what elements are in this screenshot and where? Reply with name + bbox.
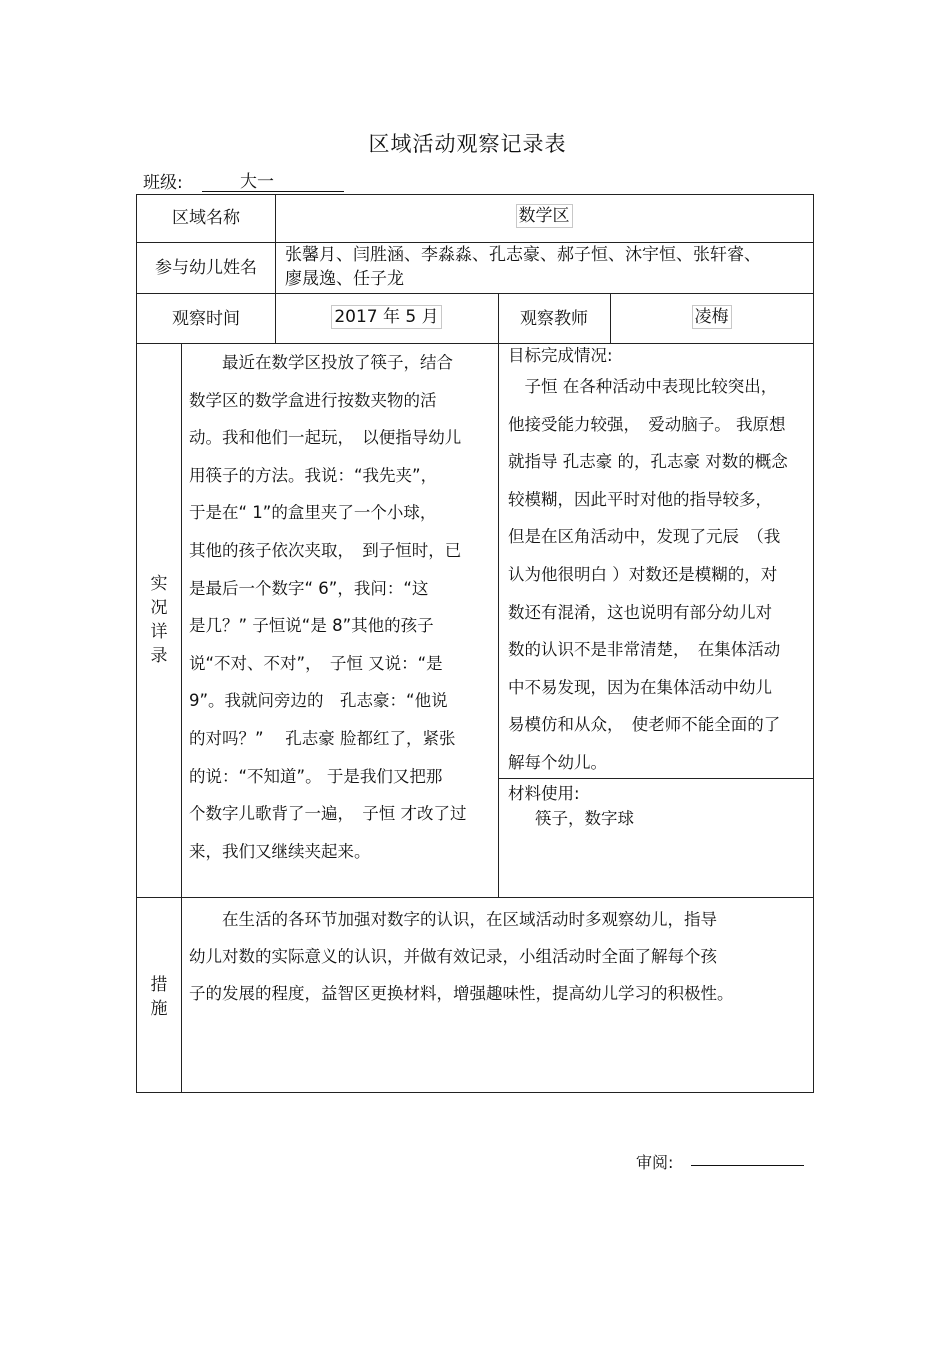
record-label-char: 况	[150, 598, 168, 618]
area-name-cell	[275, 205, 813, 227]
record-label-char: 实	[150, 574, 168, 594]
record-line: 是最后一个数字“ 6”，我问：“这	[189, 578, 429, 598]
goal-heading: 目标完成情况:	[508, 346, 613, 365]
area-name-value: 数学区	[516, 204, 573, 228]
record-narrative	[189, 344, 495, 870]
measures-line: 子的发展的程度，益智区更换材料，增强趣味性，提高幼儿学习的积极性。	[189, 984, 734, 1003]
record-line: 其他的孩子依次夹取， 到子恒时，已	[189, 540, 462, 560]
area-name-label: 区域名称	[172, 208, 240, 228]
measures-label-char: 施	[150, 999, 168, 1019]
page-title: 区域活动观察记录表	[368, 132, 567, 156]
row-divider	[137, 897, 813, 898]
observation-teacher-label: 观察教师	[520, 309, 588, 329]
observation-table	[136, 194, 814, 1093]
material-value: 筷子，数字球	[535, 809, 634, 828]
column-divider	[498, 343, 499, 897]
record-line: 的对吗？” 孔志豪 脸都红了，紧张	[189, 728, 456, 748]
record-line: 于是在“ 1”的盒里夹了一个小球，	[189, 503, 437, 523]
goal-line: 子恒 在各种活动中表现比较突出，	[508, 377, 778, 396]
measures-text	[189, 901, 809, 1012]
material-heading: 材料使用:	[508, 784, 580, 803]
observation-time-value: 2017 年 5 月	[331, 305, 441, 329]
children-names-label: 参与幼儿姓名	[155, 258, 257, 278]
review-signature-line[interactable]	[691, 1165, 804, 1166]
record-label	[149, 572, 169, 668]
row-divider	[137, 293, 813, 294]
goal-line: 认为他很明白 ）对数还是模糊的，对	[508, 564, 778, 584]
record-line: 9”。我就问旁边的 孔志豪：“他说	[189, 691, 448, 711]
goal-line: 中不易发现，因为在集体活动中幼儿	[508, 677, 772, 697]
class-value: 大一	[202, 167, 344, 192]
observation-teacher-value: 凌梅	[692, 305, 732, 329]
children-names-line-1: 张馨月、闫胜涵、李淼淼、孔志豪、郝子恒、沐宇恒、张轩睿、	[285, 245, 761, 265]
row-divider	[137, 242, 813, 243]
class-label: 班级:	[143, 173, 183, 193]
column-divider	[181, 343, 182, 1092]
measures-label-char: 措	[150, 975, 168, 995]
observation-time-label: 观察时间	[172, 309, 240, 329]
goal-line: 就指导 孔志豪 的，孔志豪 对数的概念	[508, 452, 788, 472]
record-label-char: 录	[150, 646, 168, 666]
record-line: 用筷子的方法。我说：“我先夹”，	[189, 465, 438, 485]
record-line: 数学区的数学盒进行按数夹物的活	[189, 390, 437, 410]
goal-line: 易模仿和从众， 使老师不能全面的了	[508, 715, 781, 735]
measures-label	[149, 973, 169, 1021]
record-line: 最近在数学区投放了筷子，结合	[189, 353, 453, 372]
record-line: 的说：“不知道”。 于是我们又把那	[189, 766, 443, 786]
goal-line: 较模糊，因此平时对他的指导较多，	[508, 489, 772, 509]
record-line: 说“不对、不对”， 子恒 又说：“是	[189, 653, 443, 673]
record-line: 动。我和他们一起玩， 以便指导幼儿	[189, 428, 462, 448]
review-label: 审阅:	[636, 1153, 674, 1172]
measures-line: 幼儿对数的实际意义的认识，并做有效记录，小组活动时全面了解每个孩	[189, 947, 717, 966]
record-line: 来，我们又继续夹起来。	[189, 841, 371, 861]
observation-time-cell	[275, 306, 498, 328]
goal-text	[508, 368, 810, 782]
goal-line: 数的认识不是非常清楚， 在集体活动	[508, 640, 781, 660]
observation-teacher-cell	[610, 306, 813, 328]
goal-line: 他接受能力较强， 爱动脑子。 我原想	[508, 414, 786, 434]
goal-line: 数还有混淆，这也说明有部分幼儿对	[508, 602, 772, 622]
children-names-line-2: 廖晟逸、任子龙	[285, 269, 404, 289]
record-line: 是几？” 子恒说“是 8”其他的孩子	[189, 616, 434, 636]
goal-line: 但是在区角活动中，发现了元辰 （我	[508, 527, 781, 547]
measures-line: 在生活的各环节加强对数字的认识，在区域活动时多观察幼儿，指导	[189, 910, 717, 929]
record-line: 个数字儿歌背了一遍， 子恒 才改了过	[189, 804, 467, 824]
record-label-char: 详	[150, 622, 168, 642]
goal-line: 解每个幼儿。	[508, 752, 607, 772]
